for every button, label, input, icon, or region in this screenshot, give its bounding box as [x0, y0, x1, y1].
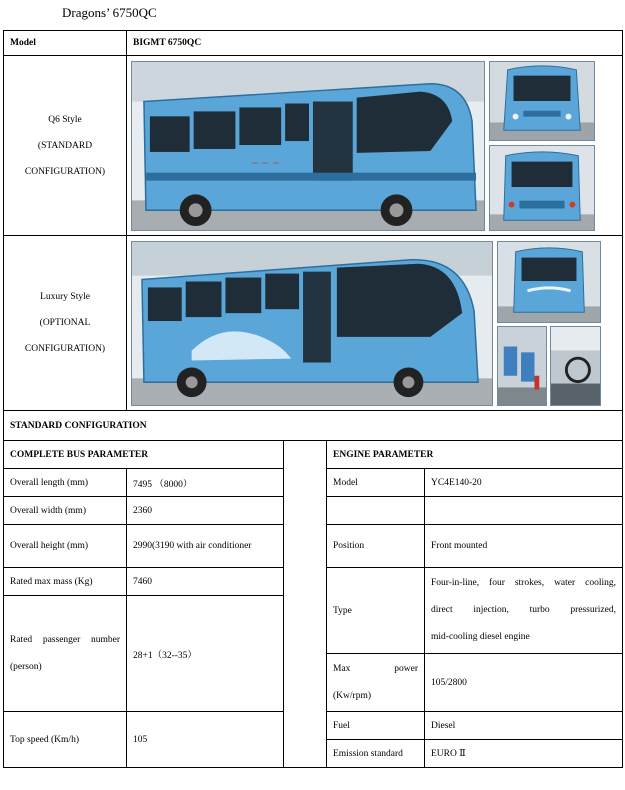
param-label: Overall height (mm) — [4, 525, 127, 568]
engine-param-label-empty — [327, 497, 425, 525]
model-row — [4, 31, 623, 56]
engine-type-line: mid-cooling diesel engine — [431, 632, 530, 642]
engine-param-value: 105/2800 — [425, 654, 623, 712]
param-label: Rated max mass (Kg) — [4, 568, 127, 596]
luxury-cockpit-photo — [550, 326, 601, 406]
q6-photo-cell — [127, 56, 623, 236]
luxury-interior-photo — [497, 326, 547, 406]
param-label-line: (person) — [10, 661, 42, 672]
param-label: Top speed (Km/h) — [4, 712, 127, 768]
q6-style-row — [4, 56, 623, 236]
param-value: 28+1（32--35） — [127, 596, 284, 712]
engine-param-value: Diesel — [425, 712, 623, 740]
engine-type-line: Four-in-line, four strokes, water cooling, — [431, 578, 616, 588]
spacer-column — [284, 441, 327, 768]
engine-type-line: direct injection, turbo pressurized, — [431, 605, 616, 615]
style-config-line: (OPTIONAL — [39, 318, 91, 328]
engine-param-label: Type — [327, 568, 425, 654]
luxury-style-label — [4, 236, 127, 411]
luxury-rear-photo — [497, 241, 601, 323]
standard-config-heading: STANDARD CONFIGURATION — [4, 411, 623, 441]
engine-parameter-heading: ENGINE PARAMETER — [327, 441, 623, 469]
model-value: BIGMT 6750QC — [127, 31, 623, 56]
engine-param-label: Emission standard — [327, 740, 425, 768]
engine-param-label: Position — [327, 525, 425, 568]
engine-param-label: Fuel — [327, 712, 425, 740]
style-name-line: Luxury Style — [40, 292, 90, 302]
engine-param-value: Front mounted — [425, 525, 623, 568]
standard-config-row — [4, 411, 623, 441]
document-title: Dragons’ 6750QC — [62, 5, 157, 20]
param-value: 105 — [127, 712, 284, 768]
q6-rear-photo — [489, 145, 595, 231]
param-value: 2360 — [127, 497, 284, 525]
engine-param-value: EURO Ⅱ — [425, 740, 623, 768]
luxury-photo-cell — [127, 236, 623, 411]
model-label: Model — [4, 31, 127, 56]
luxury-side-photo — [131, 241, 493, 406]
style-config-line: CONFIGURATION) — [24, 344, 106, 354]
engine-type-value — [425, 568, 623, 654]
param-value: 7460 — [127, 568, 284, 596]
engine-param-label: Model — [327, 469, 425, 497]
style-name-line: Q6 Style — [48, 114, 82, 125]
luxury-style-row — [4, 236, 623, 411]
q6-style-label — [4, 56, 127, 236]
bus-parameter-heading: COMPLETE BUS PARAMETER — [4, 441, 284, 469]
parameter-heading-row — [4, 441, 623, 469]
style-config-line: CONFIGURATION) — [24, 166, 106, 177]
param-label — [4, 596, 127, 712]
q6-front-photo — [489, 61, 595, 141]
param-label-line: Rated passenger number — [10, 634, 120, 645]
spec-table — [3, 30, 623, 768]
engine-param-label-line: Max power — [333, 663, 418, 674]
q6-side-photo — [131, 61, 485, 231]
svg-text:~ ~ ~: ~ ~ ~ — [251, 158, 280, 169]
param-label: Overall length (mm) — [4, 469, 127, 497]
style-config-line: (STANDARD — [37, 140, 93, 151]
param-value: 2990(3190 with air conditioner — [127, 525, 284, 568]
param-value: 7495 （8000） — [127, 469, 284, 497]
engine-param-label — [327, 654, 425, 712]
engine-param-value-empty — [425, 497, 623, 525]
param-label: Overall width (mm) — [4, 497, 127, 525]
engine-param-label-line: (Kw/rpm) — [333, 690, 371, 701]
engine-param-value: YC4E140-20 — [425, 469, 623, 497]
